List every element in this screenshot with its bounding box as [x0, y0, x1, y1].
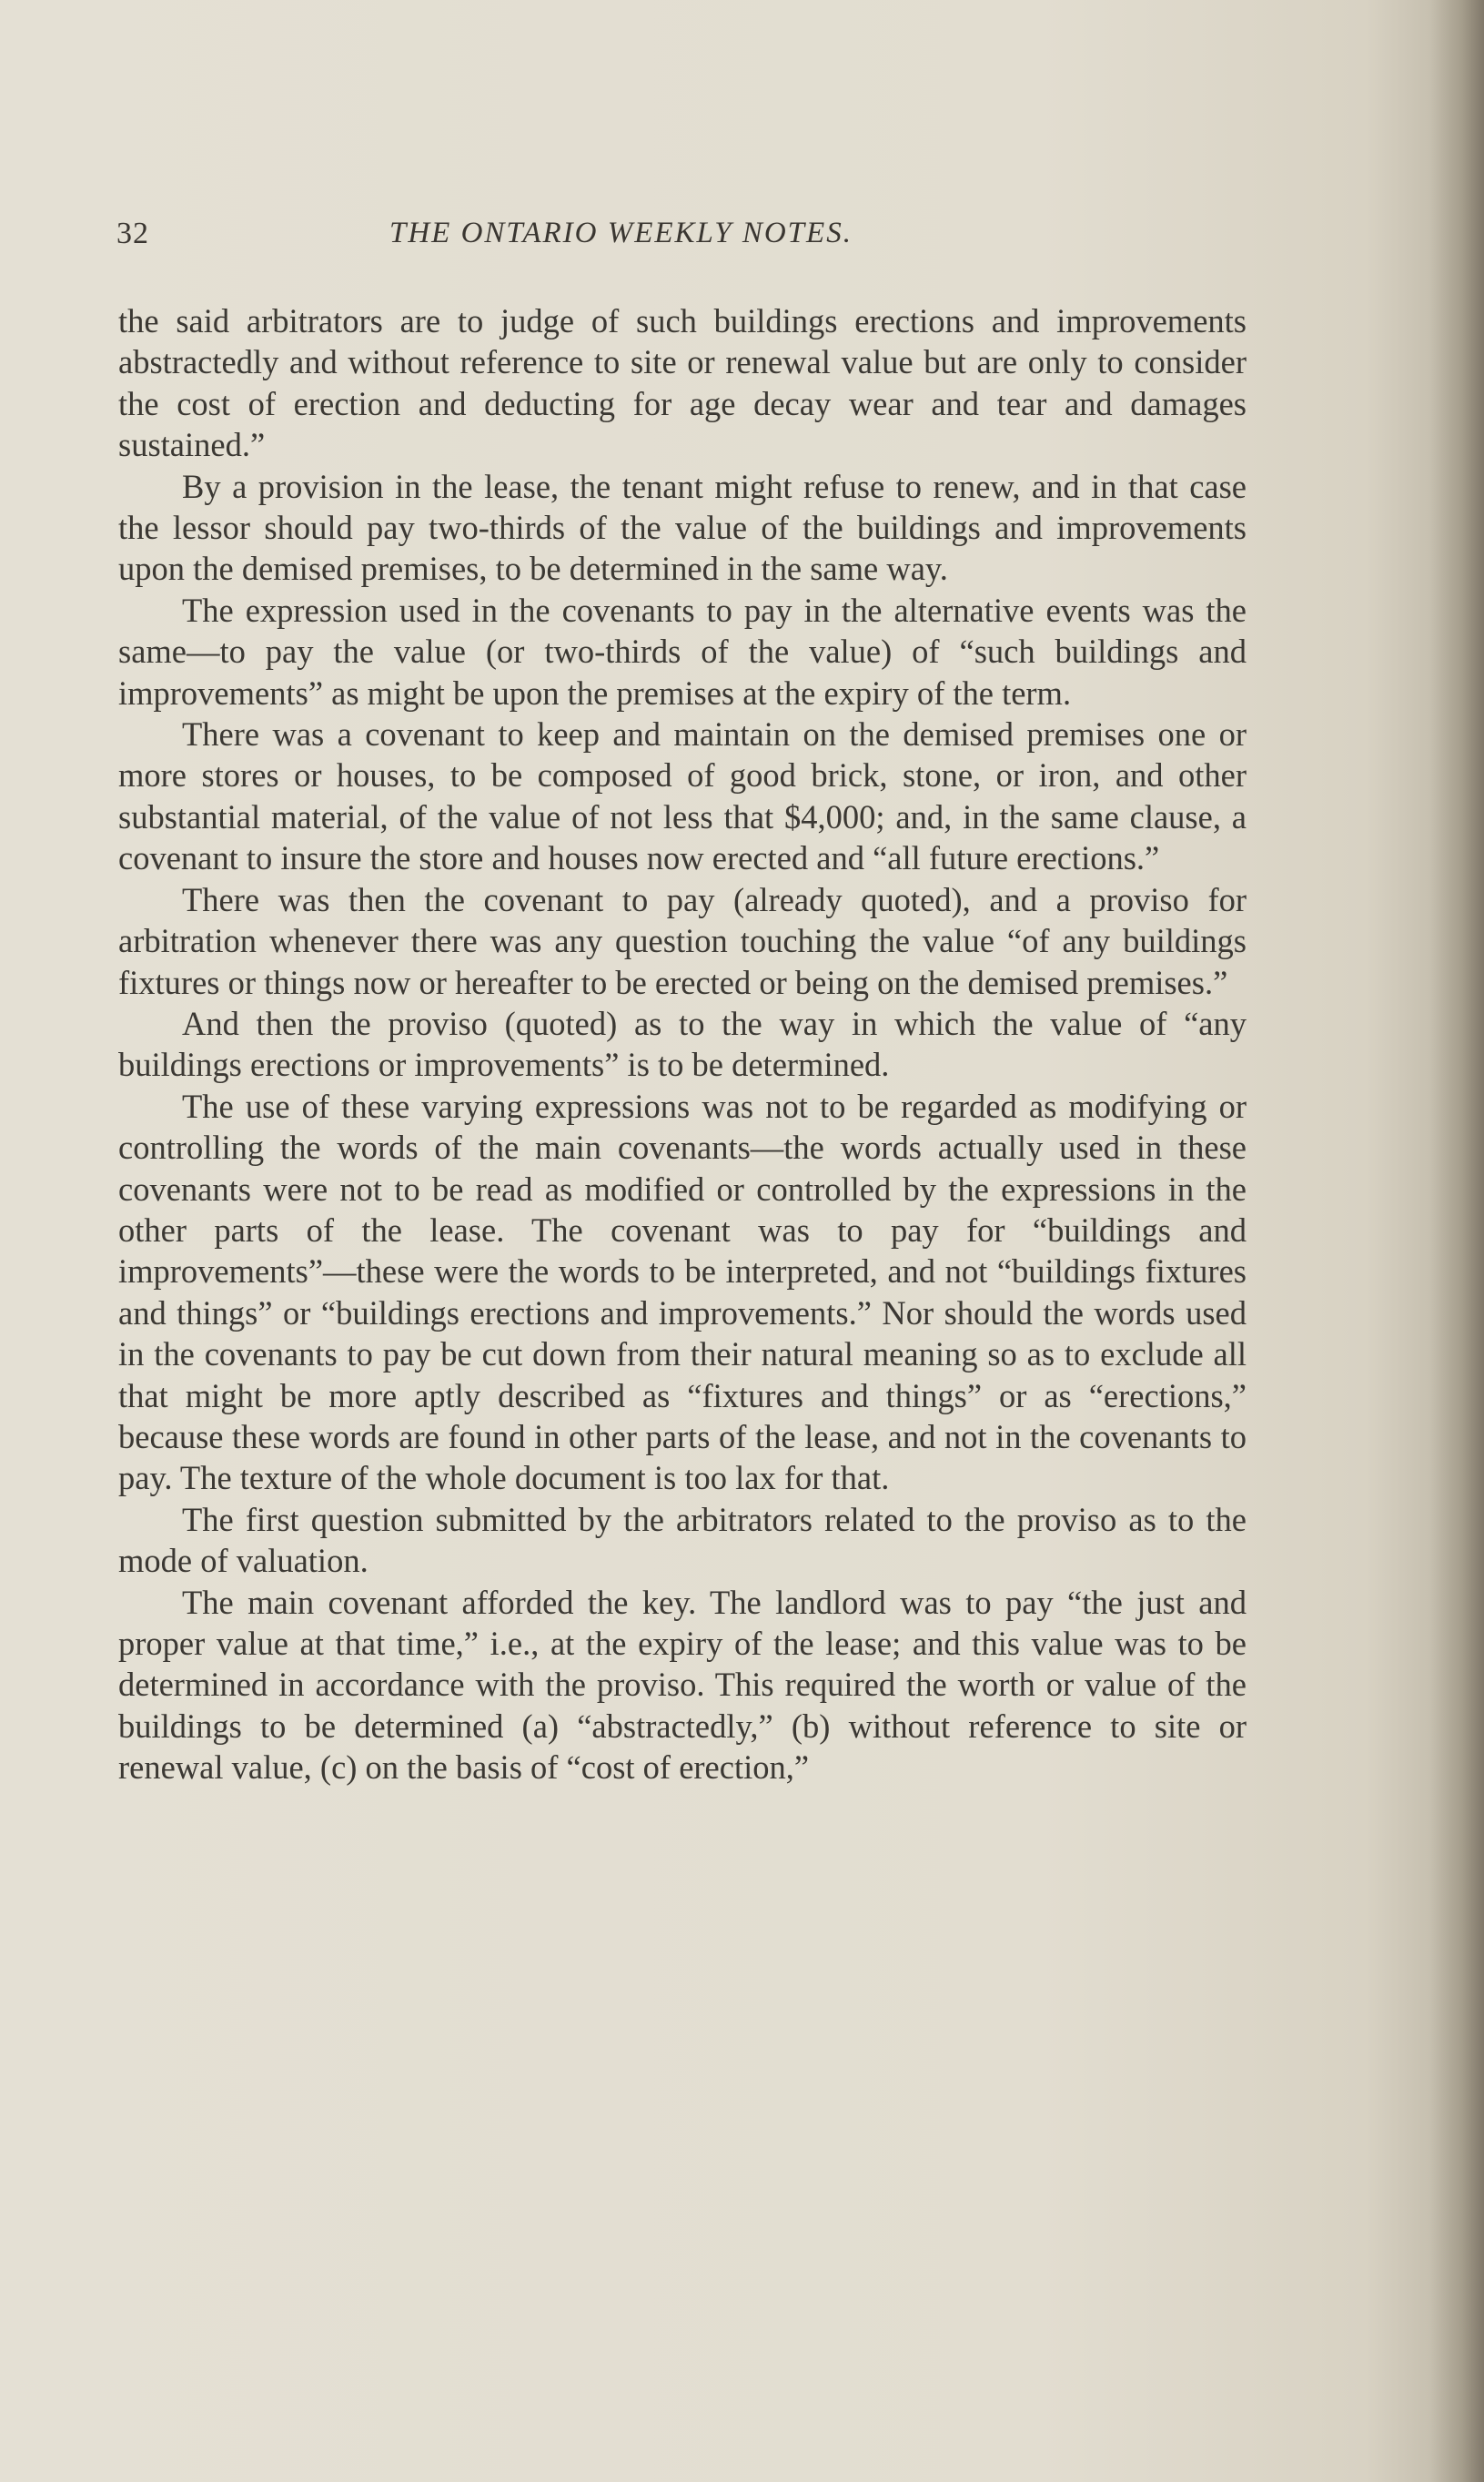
page-edge-shadow [1429, 0, 1484, 2482]
paragraph: The main covenant afforded the key. The landlord was to pay “the just and proper value at that time,” i.e., at the expiry of the lease; and this value was to be determined in accordance with the proviso. This required the worth or value of the buildings to be determined (a) “abstractedly,” (b) without reference to site or renewal value, (c) on the basis of “cost of erection,” [118, 1583, 1247, 1787]
running-title: THE ONTARIO WEEKLY NOTES. [389, 217, 853, 249]
page-header [116, 217, 1254, 268]
paragraph: The use of these varying expressions was not to be regarded as modifying or controlling the words of the main covenants—the words actually used in these covenants were not to be read as modified or controlled by the expressions in the other parts of the lease. The covenant was to pay for “buildings and improvements”—these were the words to be interpreted, and not “buildings fixtures and things” or “buildings erections and improvements.” Nor should the words used in the covenants to pay be cut down from their natural meaning so as to exclude all that might be more aptly described as “fixtures and things” or as “erections,” because these words are found in other parts of the lease, and not in the covenants to pay. The texture of the whole document is too lax for that. [118, 1087, 1247, 1497]
paragraph: And then the proviso (quoted) as to the way in which the value of “any buildings erections or improvements” is to be determined. [118, 1004, 1247, 1084]
paragraph: The first question submitted by the arbitrators related to the proviso as to the mode of valuation. [118, 1500, 1247, 1580]
paragraph: The expression used in the covenants to pay in the alternative events was the same—to pay the value (or two-thirds of the value) of “such buildings and improvements” as might be upon the premises at the expiry of the term. [118, 591, 1247, 712]
page-number: 32 [116, 217, 149, 250]
paragraph: There was then the covenant to pay (already quoted), and a proviso for arbitration whenever there was any question touching the value “of any buildings fixtures or things now or hereafter to be erected or being on the demised premises.” [118, 880, 1247, 1001]
paragraph: By a provision in the lease, the tenant might refuse to renew, and in that case the lessor should pay two-thirds of the value of the buildings and improvements upon the demised premises, to be determined in the same way. [118, 467, 1247, 588]
body-text [118, 300, 1247, 1788]
paragraph: There was a covenant to keep and maintain on the demised premises one or more stores or houses, to be composed of good brick, stone, or iron, and other substantial material, of the value of not less that $4,000; and, in the same clause, a covenant to insure the store and houses now erected and “all future erections.” [118, 715, 1247, 877]
paragraph: the said arbitrators are to judge of such buildings erections and improvements abstractedly and without reference to site or renewal value but are only to consider the cost of erection and deducting for age decay wear and tear and damages sustained.” [118, 302, 1247, 464]
